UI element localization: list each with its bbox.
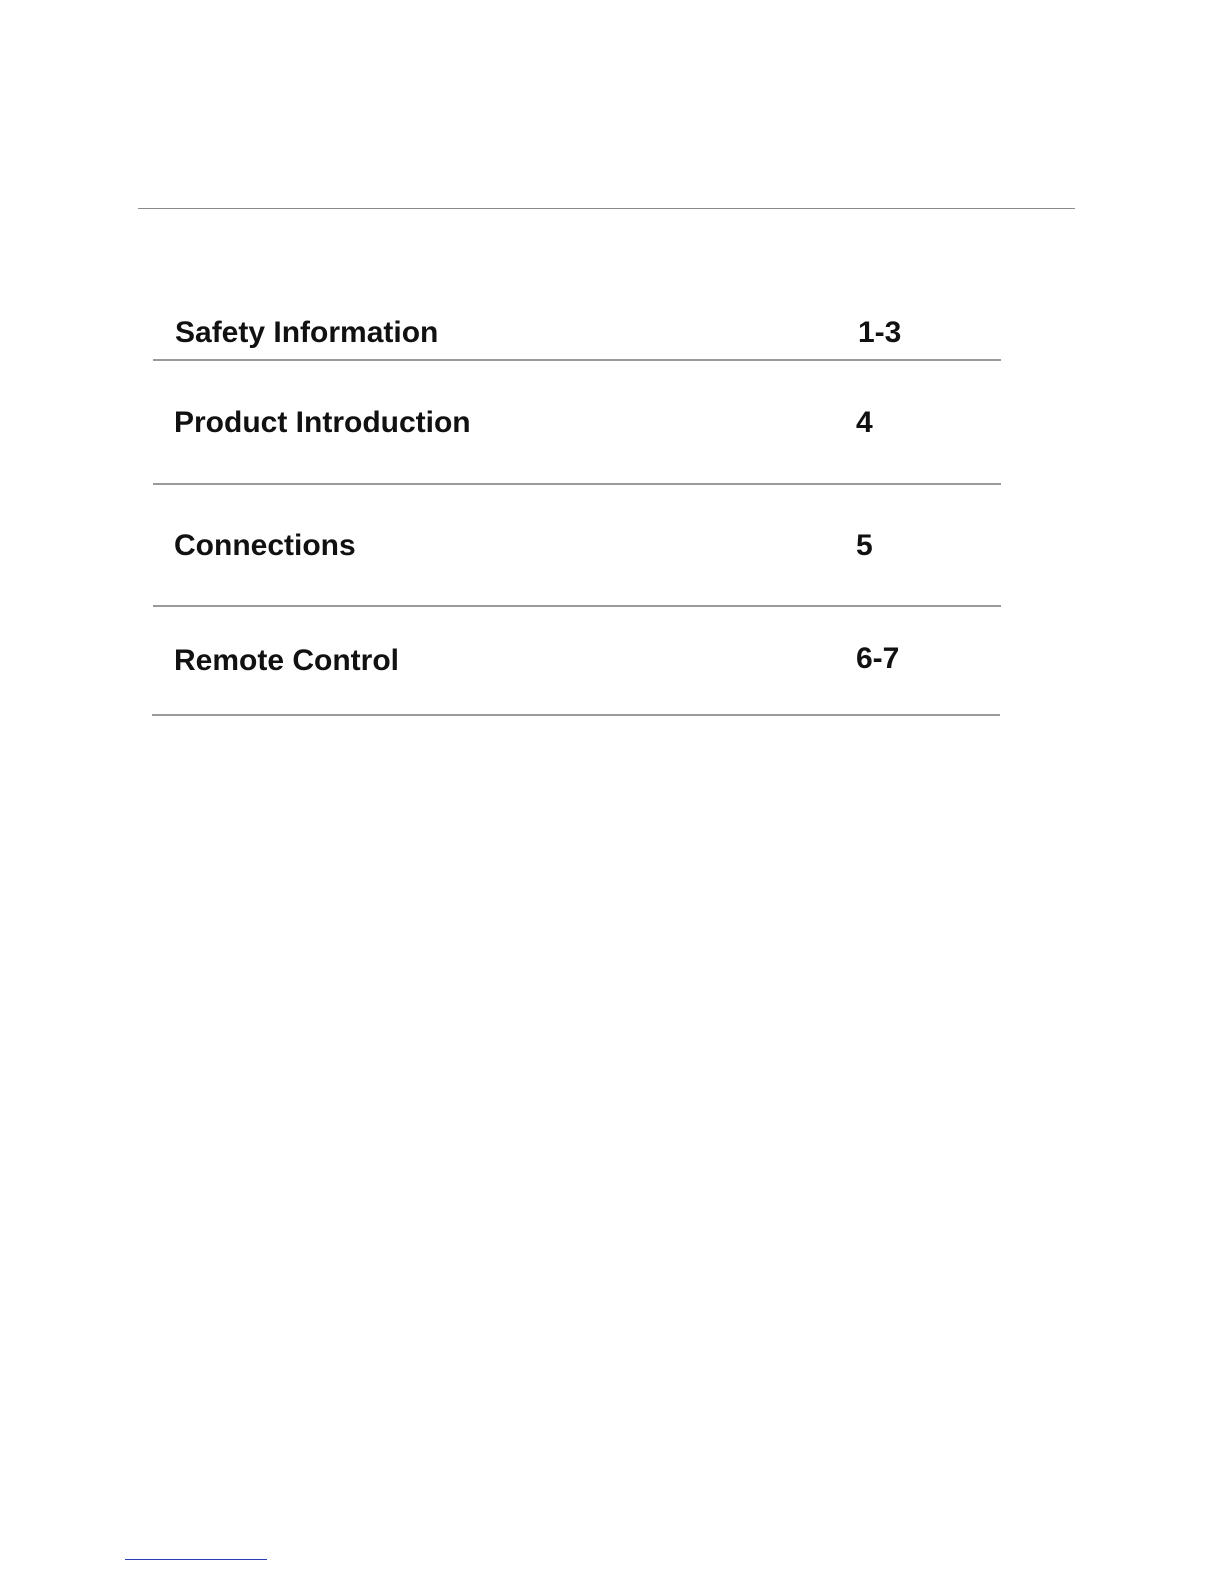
toc-entry-page-connections[interactable]: 5 [856, 529, 873, 562]
toc-entry-page-safety-information[interactable]: 1-3 [858, 316, 902, 349]
bottom-link-underline [125, 1559, 267, 1560]
toc-divider [152, 714, 1000, 716]
toc-entry-title-product-introduction[interactable]: Product Introduction [174, 406, 471, 439]
header-rule [138, 208, 1075, 209]
toc-divider [153, 605, 1001, 607]
toc-divider [153, 483, 1001, 485]
toc-divider [153, 359, 1001, 361]
toc-entry-title-remote-control[interactable]: Remote Control [174, 644, 399, 677]
toc-entry-title-safety-information[interactable]: Safety Information [175, 316, 439, 349]
toc-entry-title-connections[interactable]: Connections [174, 529, 356, 562]
toc-entry-page-remote-control[interactable]: 6-7 [856, 642, 900, 675]
toc-entry-page-product-introduction[interactable]: 4 [856, 406, 873, 439]
